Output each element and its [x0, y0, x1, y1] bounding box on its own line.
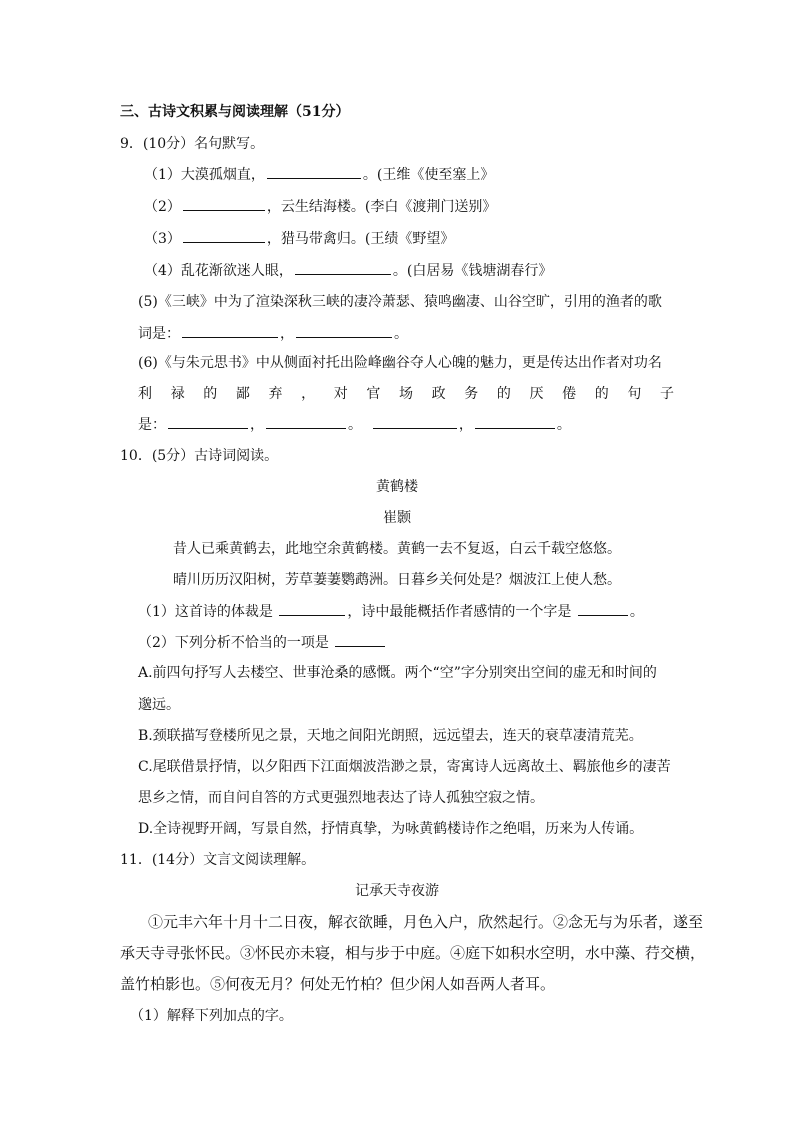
- q9-item-6-char: 句: [627, 386, 642, 402]
- q9-item-6-char: 场: [399, 386, 413, 402]
- q9-item-5-prefix-text: 词是：: [138, 326, 180, 342]
- q9-item-5-end: 。: [394, 326, 408, 342]
- option-c-line-1: C.尾联借景抒情，以夕阳西下江面烟波浩渺之景，寄寓诗人远离故土、羁旅他乡的凄苦: [138, 759, 671, 775]
- q9-item-4-after: 。(白居易《钱塘湖春行》: [392, 263, 553, 279]
- option-a-line-2: 邈远。: [138, 697, 180, 713]
- q9-item-3: [144, 228, 454, 248]
- answer-blank[interactable]: [578, 601, 628, 616]
- prose-line-3: 盖竹柏影也。⑤何夜无月？何处无竹柏？但少闲人如吾两人者耳。: [120, 975, 556, 993]
- poem-line-1: 昔人已乘黄鹤去，此地空余黄鹤楼。黄鹤一去不复返，白云千载空悠悠。: [173, 541, 621, 557]
- q9-item-6-char: 弃: [268, 386, 283, 402]
- q9-item-6-mid: 。: [348, 417, 362, 433]
- option-b: B.颈联描写登楼所见之景，天地之间阳光朗照，远远望去，连天的衰草凄清荒芜。: [138, 728, 643, 744]
- q9-item-6-char: 鄙: [235, 386, 250, 402]
- answer-blank[interactable]: [182, 323, 278, 338]
- q9-item-5-sep: ，: [280, 326, 294, 342]
- q9-item-6-char: 政: [431, 386, 446, 402]
- answer-blank[interactable]: [168, 414, 248, 429]
- q10-sub-1-a: （1）这首诗的体裁是: [138, 604, 273, 620]
- q9-item-6-char: 利: [138, 386, 152, 402]
- q9-item-6-sep2: ，: [458, 417, 473, 433]
- answer-blank[interactable]: [183, 196, 265, 211]
- q9-item-1-after: 。(王维《使至塞上》: [362, 167, 495, 183]
- prose-line-1: ①元丰六年十月十二日夜，解衣欲睡，月色入户，欣然起行。②念无与为乐者，遂至: [148, 913, 704, 931]
- prose-line-2: 承天寺寻张怀民。③怀民亦未寝，相与步于中庭。④庭下如积水空明，水中藻、荇交横，: [120, 944, 706, 962]
- poem-title: 黄鹤楼: [376, 479, 418, 495]
- q9-item-6-prefix: 是：: [138, 417, 166, 433]
- q9-item-6-char: 对: [333, 386, 348, 402]
- q9-item-3-after: ，猎马带禽归。(王绩《野望》: [266, 231, 455, 247]
- q9-item-1-num: （1）: [144, 167, 181, 183]
- answer-blank[interactable]: [279, 601, 345, 616]
- q9-item-6-char: 的: [203, 386, 218, 402]
- q10-sub-2-text: （2）下列分析不恰当的一项是: [138, 635, 329, 651]
- answer-blank[interactable]: [373, 414, 457, 429]
- q9-item-5-line2: [138, 323, 408, 343]
- q9-item-6-char: 厌: [529, 386, 544, 402]
- q9-item-1: [144, 164, 494, 184]
- answer-blank[interactable]: [295, 260, 391, 275]
- q9-item-4: [144, 260, 552, 280]
- section-title: 三、古诗文积累与阅读理解（51分）: [120, 104, 350, 120]
- q9-item-6-line3: [138, 414, 571, 434]
- q11-header: 11．(14分）文言文阅读理解。: [120, 852, 316, 868]
- q9-item-2: [144, 196, 496, 216]
- q9-header: 9．(10分）名句默写。: [120, 136, 265, 152]
- option-d: D.全诗视野开阔，写景自然，抒情真挚，为咏黄鹤楼诗作之绝唱，历来为人传诵。: [138, 821, 644, 837]
- q9-item-2-num: （2）: [144, 199, 181, 215]
- q10-sub-1-c: 。: [629, 604, 644, 620]
- q10-header: 10．(5分）古诗词阅读。: [120, 448, 279, 464]
- q9-item-6-line1: (6)《与朱元思书》中从侧面衬托出险峰幽谷夺人心魄的魅力，更是传达出作者对功名: [138, 355, 662, 371]
- q9-item-4-before: 乱花渐欲迷人眼，: [180, 263, 293, 279]
- answer-blank[interactable]: [267, 164, 361, 179]
- q9-item-5-line1: (5)《三峡》中为了渲染深秋三峡的凄冷萧瑟、猿鸣幽凄、山谷空旷，引用的渔者的歌: [138, 294, 662, 310]
- q9-item-6-line2: [138, 384, 674, 404]
- q9-item-6-char: 的: [496, 386, 511, 402]
- q10-sub-2: [138, 632, 387, 652]
- q9-item-6-char: ，: [301, 386, 316, 402]
- q9-item-1-before: 大漠孤烟直，: [180, 167, 265, 183]
- q9-item-6-char: 的: [594, 386, 609, 402]
- q9-item-6-char: 官: [366, 386, 381, 402]
- option-c-line-2: 思乡之情，而自问自答的方式更强烈地表达了诗人孤独空寂之情。: [138, 790, 544, 806]
- answer-blank[interactable]: [266, 414, 346, 429]
- q9-item-3-num: （3）: [144, 231, 181, 247]
- q10-sub-1-b: ，诗中最能概括作者感情的一个字是: [347, 604, 572, 620]
- q9-item-2-after: ，云生结海楼。(李白《渡荆门送别》: [266, 199, 497, 215]
- poem-line-2: 晴川历历汉阳树，芳草萋萋鹦鹉洲。日暮乡关何处是？烟波江上使人愁。: [173, 572, 621, 588]
- q9-item-6-char: 务: [464, 386, 479, 402]
- poem-author: 崔颢: [383, 510, 411, 526]
- answer-blank[interactable]: [183, 228, 265, 243]
- answer-blank[interactable]: [296, 323, 392, 338]
- q9-item-6-sep: ，: [250, 417, 264, 433]
- prose-title: 记承天寺夜游: [355, 883, 439, 899]
- q9-item-4-num: （4）: [144, 263, 181, 279]
- q11-sub-1: （1）解释下列加点的字。: [130, 1008, 293, 1024]
- q9-item-6-char: 倦: [562, 386, 577, 402]
- q9-item-6-end: 。: [556, 417, 571, 433]
- answer-blank[interactable]: [335, 632, 385, 647]
- q9-item-6-char: 子: [660, 386, 674, 402]
- option-a-line-1: A.前四句抒写人去楼空、世事沧桑的感慨。两个“空”字分别突出空间的虚无和时间的: [138, 665, 657, 681]
- q9-item-6-char: 禄: [170, 386, 185, 402]
- answer-blank[interactable]: [475, 414, 555, 429]
- q10-sub-1: [138, 601, 644, 621]
